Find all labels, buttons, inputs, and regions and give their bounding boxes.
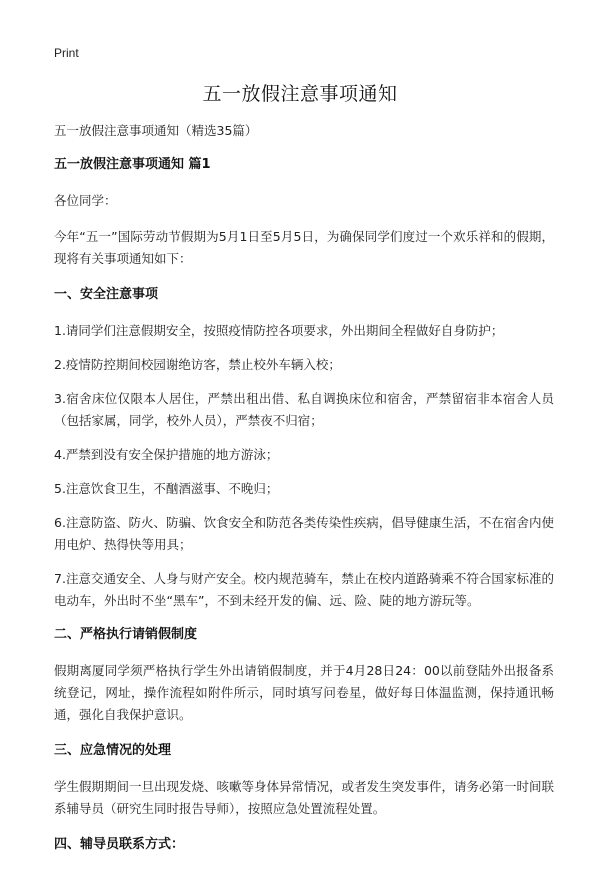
list-item: 2.疫情防控期间校园谢绝访客，禁止校外车辆入校； bbox=[54, 357, 341, 372]
intro-paragraph: 今年“五一”国际劳动节假期为5月1日至5月5日，为确保同学们度过一个欢乐祥和的假期，现将有关事项通知如下： bbox=[54, 229, 554, 266]
print-link[interactable]: Print bbox=[54, 46, 79, 60]
list-item: 6.注意防盗、防火、防骗、饮食安全和防范各类传染性疾病，倡导健康生活，不在宿舍内使用电炉、热得快等用具； bbox=[54, 515, 554, 552]
article-content bbox=[54, 120, 554, 870]
list-item: 5.注意饮食卫生，不酗酒滋事、不晚归； bbox=[54, 481, 279, 496]
leave-paragraph: 假期离厦同学须严格执行学生外出请销假制度，并于4月28日24：00以前登陆外出报备系统登记，网址，操作流程如附件所示，同时填写问卷星，做好每日体温监测，保持通讯畅通，强化自我保护意识。 bbox=[54, 663, 554, 722]
article-heading: 五一放假注意事项通知 篇1 bbox=[54, 157, 211, 172]
greeting: 各位同学： bbox=[54, 193, 117, 208]
section-heading-safety: 一、安全注意事项 bbox=[54, 287, 159, 302]
list-item: 3.宿舍床位仅限本人居住，严禁出租出借、私自调换床位和宿舍，严禁留宿非本宿舍人员（包括家属，同学，校外人员），严禁夜不归宿； bbox=[54, 391, 554, 428]
list-item: 4.严禁到没有安全保护措施的地方游泳； bbox=[54, 447, 279, 462]
section-heading-contact: 四、辅导员联系方式： bbox=[54, 837, 185, 852]
emergency-paragraph: 学生假期期间一旦出现发烧、咳嗽等身体异常情况，或者发生突发事件，请务必第一时间联系辅导员（研究生同时报告导师），按照应急处置流程处置。 bbox=[54, 779, 555, 816]
section-heading-emergency: 三、应急情况的处理 bbox=[54, 743, 172, 758]
page-title: 五一放假注意事项通知 bbox=[202, 83, 398, 105]
list-item: 7.注意交通安全、人身与财产安全。校内规范骑车，禁止在校内道路骑乘不符合国家标准的电动车，外出时不坐“黑车”，不到未经开发的偏、远、险、陡的地方游玩等。 bbox=[54, 571, 554, 608]
list-item: 1.请同学们注意假期安全，按照疫情防控各项要求，外出期间全程做好自身防护； bbox=[54, 323, 504, 338]
section-heading-leave: 二、严格执行请销假制度 bbox=[54, 627, 198, 642]
article-subtitle: 五一放假注意事项通知（精选35篇） bbox=[54, 123, 258, 138]
